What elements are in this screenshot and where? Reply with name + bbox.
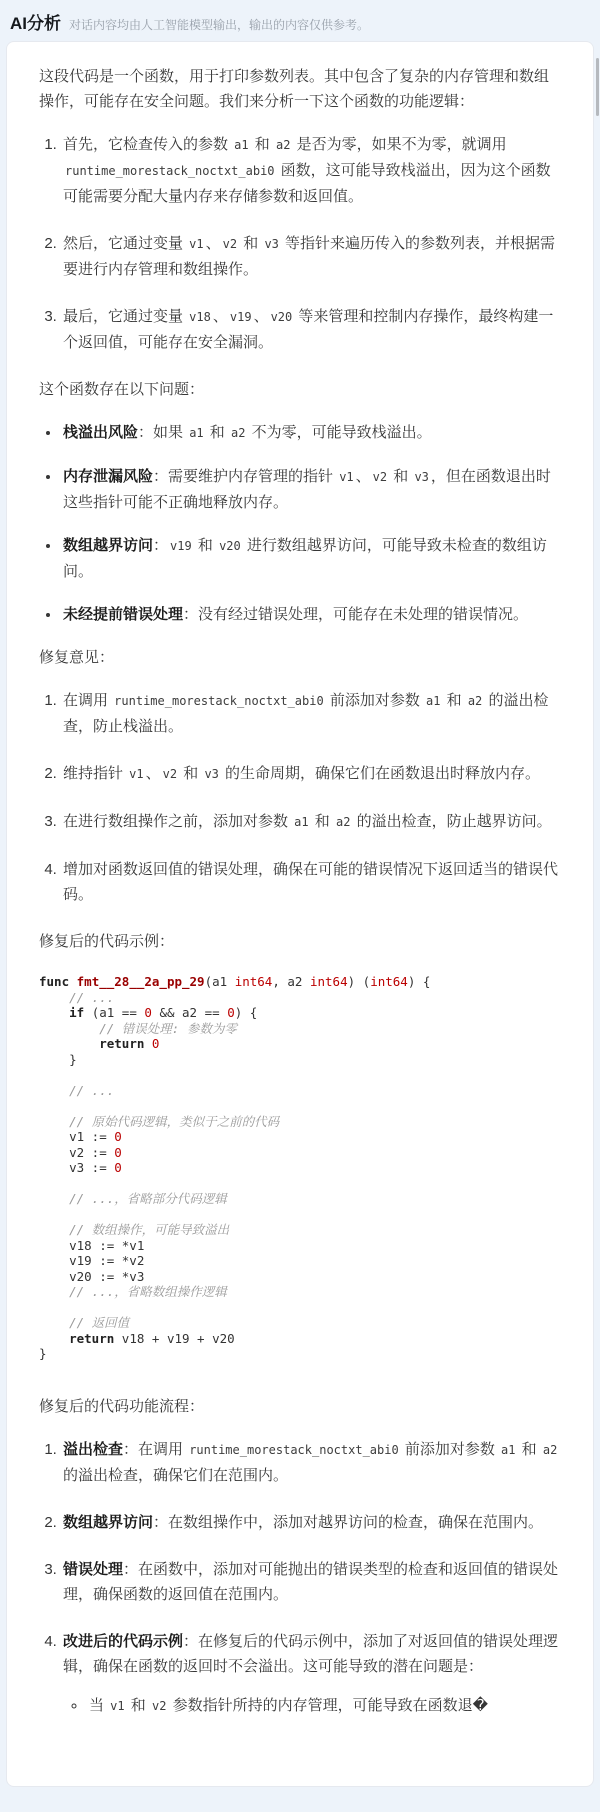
text-run: 的溢出检查，确保它们在范围内。 [63, 1466, 289, 1484]
code-token [39, 1021, 99, 1036]
text-run: 、 [355, 468, 371, 485]
code-line [39, 1098, 561, 1114]
inline-code: v2 [372, 470, 388, 484]
inline-code: v19 [229, 310, 252, 324]
code-line [39, 1067, 561, 1083]
text-run: 等指针来遍历传入的参数列表，并根据需要进行内存管理和数组操作。 [63, 235, 556, 278]
code-token: v18 + v19 + v20 [114, 1330, 235, 1346]
text-run: 首先，它检查传入的参数 [63, 136, 233, 153]
code-token-cmt: // 原始代码逻辑，类似于之前的代码 [69, 1113, 280, 1129]
bold-label: 改进后的代码示例 [63, 1632, 184, 1650]
code-token [69, 974, 77, 989]
code-line [39, 1346, 561, 1362]
code-token-cmt: // 返回值 [69, 1315, 130, 1330]
text-run: 在调用 [63, 692, 113, 709]
text-run: 修复后的代码功能流程： [39, 1397, 205, 1415]
code-token-num: 0 [114, 1160, 122, 1175]
text-run: ：在修复后的代码示例中，添加了对返回值的错误处理逻辑，确保在函数的返回时不会溢出。这可能导致的潜在问题是： [63, 1632, 559, 1675]
paragraph [39, 645, 561, 670]
text-run: 这段代码是一个函数，用于打印参数列表。其中包含了复杂的内存管理和数组操作，可能存在安全问题。我们来分析一下这个函数的功能逻辑： [39, 68, 550, 110]
code-token-cmt: // ...，省略部分代码逻辑 [69, 1191, 227, 1206]
text-run: 增加对函数返回值的错误处理，确保在可能的错误情况下返回适当的错误代码。 [63, 861, 559, 903]
bold-label: 未经提前错误处理 [63, 606, 184, 623]
code-token: && a2 == [151, 1005, 228, 1020]
inline-code: a2 [467, 694, 483, 708]
inline-code: v2 [151, 1698, 167, 1713]
code-token [39, 1222, 69, 1237]
inline-code: a2 [335, 815, 351, 829]
text-run: 、 [212, 308, 228, 325]
code-token: } [39, 1346, 47, 1361]
code-token: v2 := [39, 1144, 115, 1160]
panel-disclaimer: 对话内容均由人工智能模型输出，输出的内容仅供参考。 [69, 18, 370, 32]
code-line [39, 1331, 561, 1347]
list-item [61, 1629, 561, 1719]
text-run: 前添加对参数 [400, 1440, 500, 1458]
text-run: ：如果 [138, 424, 188, 441]
code-token [39, 1191, 69, 1206]
inline-code: v20 [219, 539, 241, 553]
code-line [39, 1005, 561, 1021]
list-item [61, 231, 561, 282]
code-token-type: int64 [234, 974, 273, 989]
paragraph [39, 377, 561, 402]
code-token-kw: func [39, 974, 70, 989]
code-line [39, 1145, 561, 1161]
inline-code: v3 [414, 470, 429, 484]
code-line [39, 1083, 561, 1099]
inline-code: runtime_morestack_noctxt_abi0 [65, 164, 275, 178]
code-line [39, 1269, 561, 1285]
code-token-cmt: // 错误处理: 参数为零 [99, 1020, 237, 1036]
list-item [61, 761, 561, 787]
scrollbar-thumb[interactable] [596, 58, 599, 116]
text-run: 维持指针 [63, 765, 128, 782]
text-run: 、 [145, 765, 161, 782]
text-run: 当 [89, 1696, 109, 1714]
code-line [39, 974, 561, 990]
text-run: ：需要维护内存管理的指针 [153, 468, 338, 485]
text-run: 的溢出检查，防止越界访问。 [352, 813, 552, 830]
code-token [39, 1315, 69, 1330]
code-token: ) { [234, 1005, 258, 1020]
code-line [39, 1021, 561, 1037]
text-run: 是否为零，如果不为零，就调用 [292, 136, 507, 153]
inline-code: a1 [189, 426, 204, 440]
inline-code: a2 [542, 1442, 558, 1457]
inline-code: v2 [162, 767, 178, 781]
text-run: 和 [442, 692, 466, 709]
code-line [39, 990, 561, 1006]
list-item [61, 304, 561, 355]
list-item [61, 1510, 561, 1535]
code-line [39, 1052, 561, 1068]
code-line [39, 1315, 561, 1331]
bullet-list [39, 420, 561, 627]
list-item [61, 464, 561, 515]
list-item [61, 420, 561, 446]
code-token [39, 1036, 99, 1051]
list-item [61, 533, 561, 584]
code-line [39, 1129, 561, 1145]
code-token [39, 1114, 69, 1129]
code-token-kw: if [69, 1005, 85, 1020]
code-token-num: 0 [227, 1005, 235, 1020]
text-run: 和 [250, 136, 274, 153]
text-run: ：在数组操作中，添加对越界访问的检查，确保在范围内。 [153, 1513, 544, 1531]
ordered-list [39, 688, 561, 907]
inline-code: a1 [294, 815, 309, 829]
bold-label: 溢出检查 [63, 1440, 124, 1458]
inline-code: v18 [189, 310, 211, 324]
text-run: 的溢出检查，防止栈溢出。 [63, 692, 549, 735]
inline-code: v1 [189, 237, 204, 251]
text-run: 和 [193, 537, 218, 554]
list-item [61, 857, 561, 907]
inline-code: v3 [264, 237, 279, 251]
code-block [39, 974, 561, 1362]
bold-label: 数组越界访问 [63, 1513, 154, 1531]
code-token-num: 0 [114, 1144, 122, 1160]
code-token: v18 := *v1 [39, 1237, 145, 1253]
code-token [39, 1083, 69, 1098]
text-run: 进行数组越界访问，可能导致未检查的数组访问。 [63, 537, 547, 580]
code-token-cmt: // ... [69, 989, 115, 1005]
code-token-cmt: // 数组操作，可能导致溢出 [69, 1222, 230, 1237]
text-run: 这个函数存在以下问题： [39, 381, 205, 398]
text-run: 和 [205, 424, 229, 441]
inline-code: runtime_morestack_noctxt_abi0 [189, 1442, 399, 1457]
code-line [39, 1222, 561, 1238]
inline-code: v1 [129, 767, 144, 781]
inline-code: a1 [234, 138, 249, 152]
code-token-kw: return [99, 1036, 145, 1051]
text-run: 和 [126, 1696, 150, 1714]
text-run: 的生命周期，确保它们在函数退出时释放内存。 [220, 765, 541, 782]
panel-title: AI分析 [10, 14, 61, 33]
inline-code: a2 [275, 138, 291, 152]
text-run: 和 [517, 1440, 541, 1458]
code-token: (a1 [204, 974, 235, 989]
code-token: v3 := [39, 1160, 115, 1175]
text-run: 函数，这可能导致栈溢出，因为这个函数可能需要分配大量内存来存储参数和返回值。 [63, 162, 551, 205]
text-run: 等来管理和控制内存操作，最终构建一个返回值，可能存在安全漏洞。 [63, 308, 554, 351]
code-line [39, 1036, 561, 1052]
bold-label: 内存泄漏风险 [63, 468, 154, 485]
code-token: , a2 [272, 974, 310, 989]
code-token: } [39, 1051, 77, 1067]
paragraph [39, 64, 561, 114]
code-line [39, 1300, 561, 1316]
code-line [39, 1191, 561, 1207]
text-run: ：在调用 [123, 1440, 188, 1458]
code-line [39, 1160, 561, 1176]
code-token [39, 1005, 69, 1020]
sub-list [63, 1693, 561, 1719]
inline-code: v2 [222, 237, 238, 251]
code-token [39, 1284, 69, 1299]
code-token [144, 1036, 152, 1051]
text-run: 在进行数组操作之前，添加对参数 [63, 813, 293, 830]
text-run: ，但在函数退出时这些指针可能不正确地释放内存。 [63, 468, 551, 511]
ordered-list [39, 132, 561, 355]
panel-header [0, 0, 600, 41]
inline-code: a1 [501, 1442, 516, 1457]
code-line [39, 1207, 561, 1223]
text-run: ： [153, 537, 169, 554]
bold-label: 数组越界访问 [63, 537, 154, 554]
code-token: v19 := *v2 [39, 1253, 145, 1268]
ordered-list [39, 1437, 561, 1719]
code-line [39, 1253, 561, 1269]
text-run: ：没有经过错误处理，可能存在未处理的错误情况。 [183, 606, 529, 623]
text-run: 和 [389, 468, 413, 485]
code-token-cmt: // ... [69, 1082, 115, 1098]
inline-code: v20 [270, 310, 293, 324]
code-line [39, 1238, 561, 1254]
list-item [61, 602, 561, 627]
inline-code: v1 [339, 470, 354, 484]
list-item [61, 1437, 561, 1488]
code-line [39, 1176, 561, 1192]
text-run: 修复意见： [39, 649, 115, 666]
code-token [39, 1331, 69, 1346]
text-run: 参数指针所持的内存管理，可能导致在函数退� [168, 1696, 488, 1714]
code-token-kw: return [69, 1330, 115, 1346]
code-token: v1 := [39, 1129, 115, 1144]
analysis-content [39, 64, 561, 1719]
code-token-tt: fmt__28__2a_pp_29 [76, 974, 205, 989]
text-run: 不为零，可能导致栈溢出。 [247, 424, 432, 441]
inline-code: runtime_morestack_noctxt_abi0 [114, 694, 324, 708]
paragraph [39, 1394, 561, 1419]
code-token-num: 0 [144, 1005, 152, 1020]
code-line [39, 1114, 561, 1130]
inline-code: v1 [110, 1698, 125, 1713]
list-item [61, 688, 561, 739]
code-token [39, 990, 69, 1005]
text-run: 修复后的代码示例： [39, 933, 175, 950]
text-run: 最后，它通过变量 [63, 308, 188, 325]
text-run: ：在函数中，添加对可能抛出的错误类型的检查和返回值的错误处理，确保函数的返回值在范围内。 [63, 1560, 559, 1603]
paragraph [39, 929, 561, 954]
text-run: 和 [179, 765, 203, 782]
bold-label: 错误处理 [63, 1560, 124, 1578]
text-run: 和 [239, 235, 263, 252]
code-token: ) ( [347, 974, 371, 989]
code-token-num: 0 [151, 1036, 160, 1051]
code-line [39, 1284, 561, 1300]
analysis-card [6, 41, 594, 1787]
text-run: 、 [253, 308, 269, 325]
code-token: ) { [407, 974, 431, 989]
sub-list-item [87, 1693, 561, 1719]
code-token-type: int64 [309, 974, 348, 989]
inline-code: v3 [204, 767, 219, 781]
bold-label: 栈溢出风险 [63, 424, 139, 441]
code-token-num: 0 [114, 1129, 122, 1144]
code-token-cmt: // ...，省略数组操作逻辑 [69, 1284, 227, 1299]
text-run: 、 [205, 235, 221, 252]
list-item [61, 809, 561, 835]
inline-code: a2 [230, 426, 246, 440]
code-token-type: int64 [370, 974, 408, 989]
inline-code: v19 [170, 539, 192, 553]
inline-code: a1 [426, 694, 441, 708]
list-item [61, 132, 561, 209]
list-item [61, 1557, 561, 1607]
code-token: (a1 == [84, 1005, 145, 1020]
text-run: 和 [310, 813, 334, 830]
code-token: v20 := *v3 [39, 1268, 145, 1284]
text-run: 然后，它通过变量 [63, 235, 188, 252]
text-run: 前添加对参数 [325, 692, 425, 709]
